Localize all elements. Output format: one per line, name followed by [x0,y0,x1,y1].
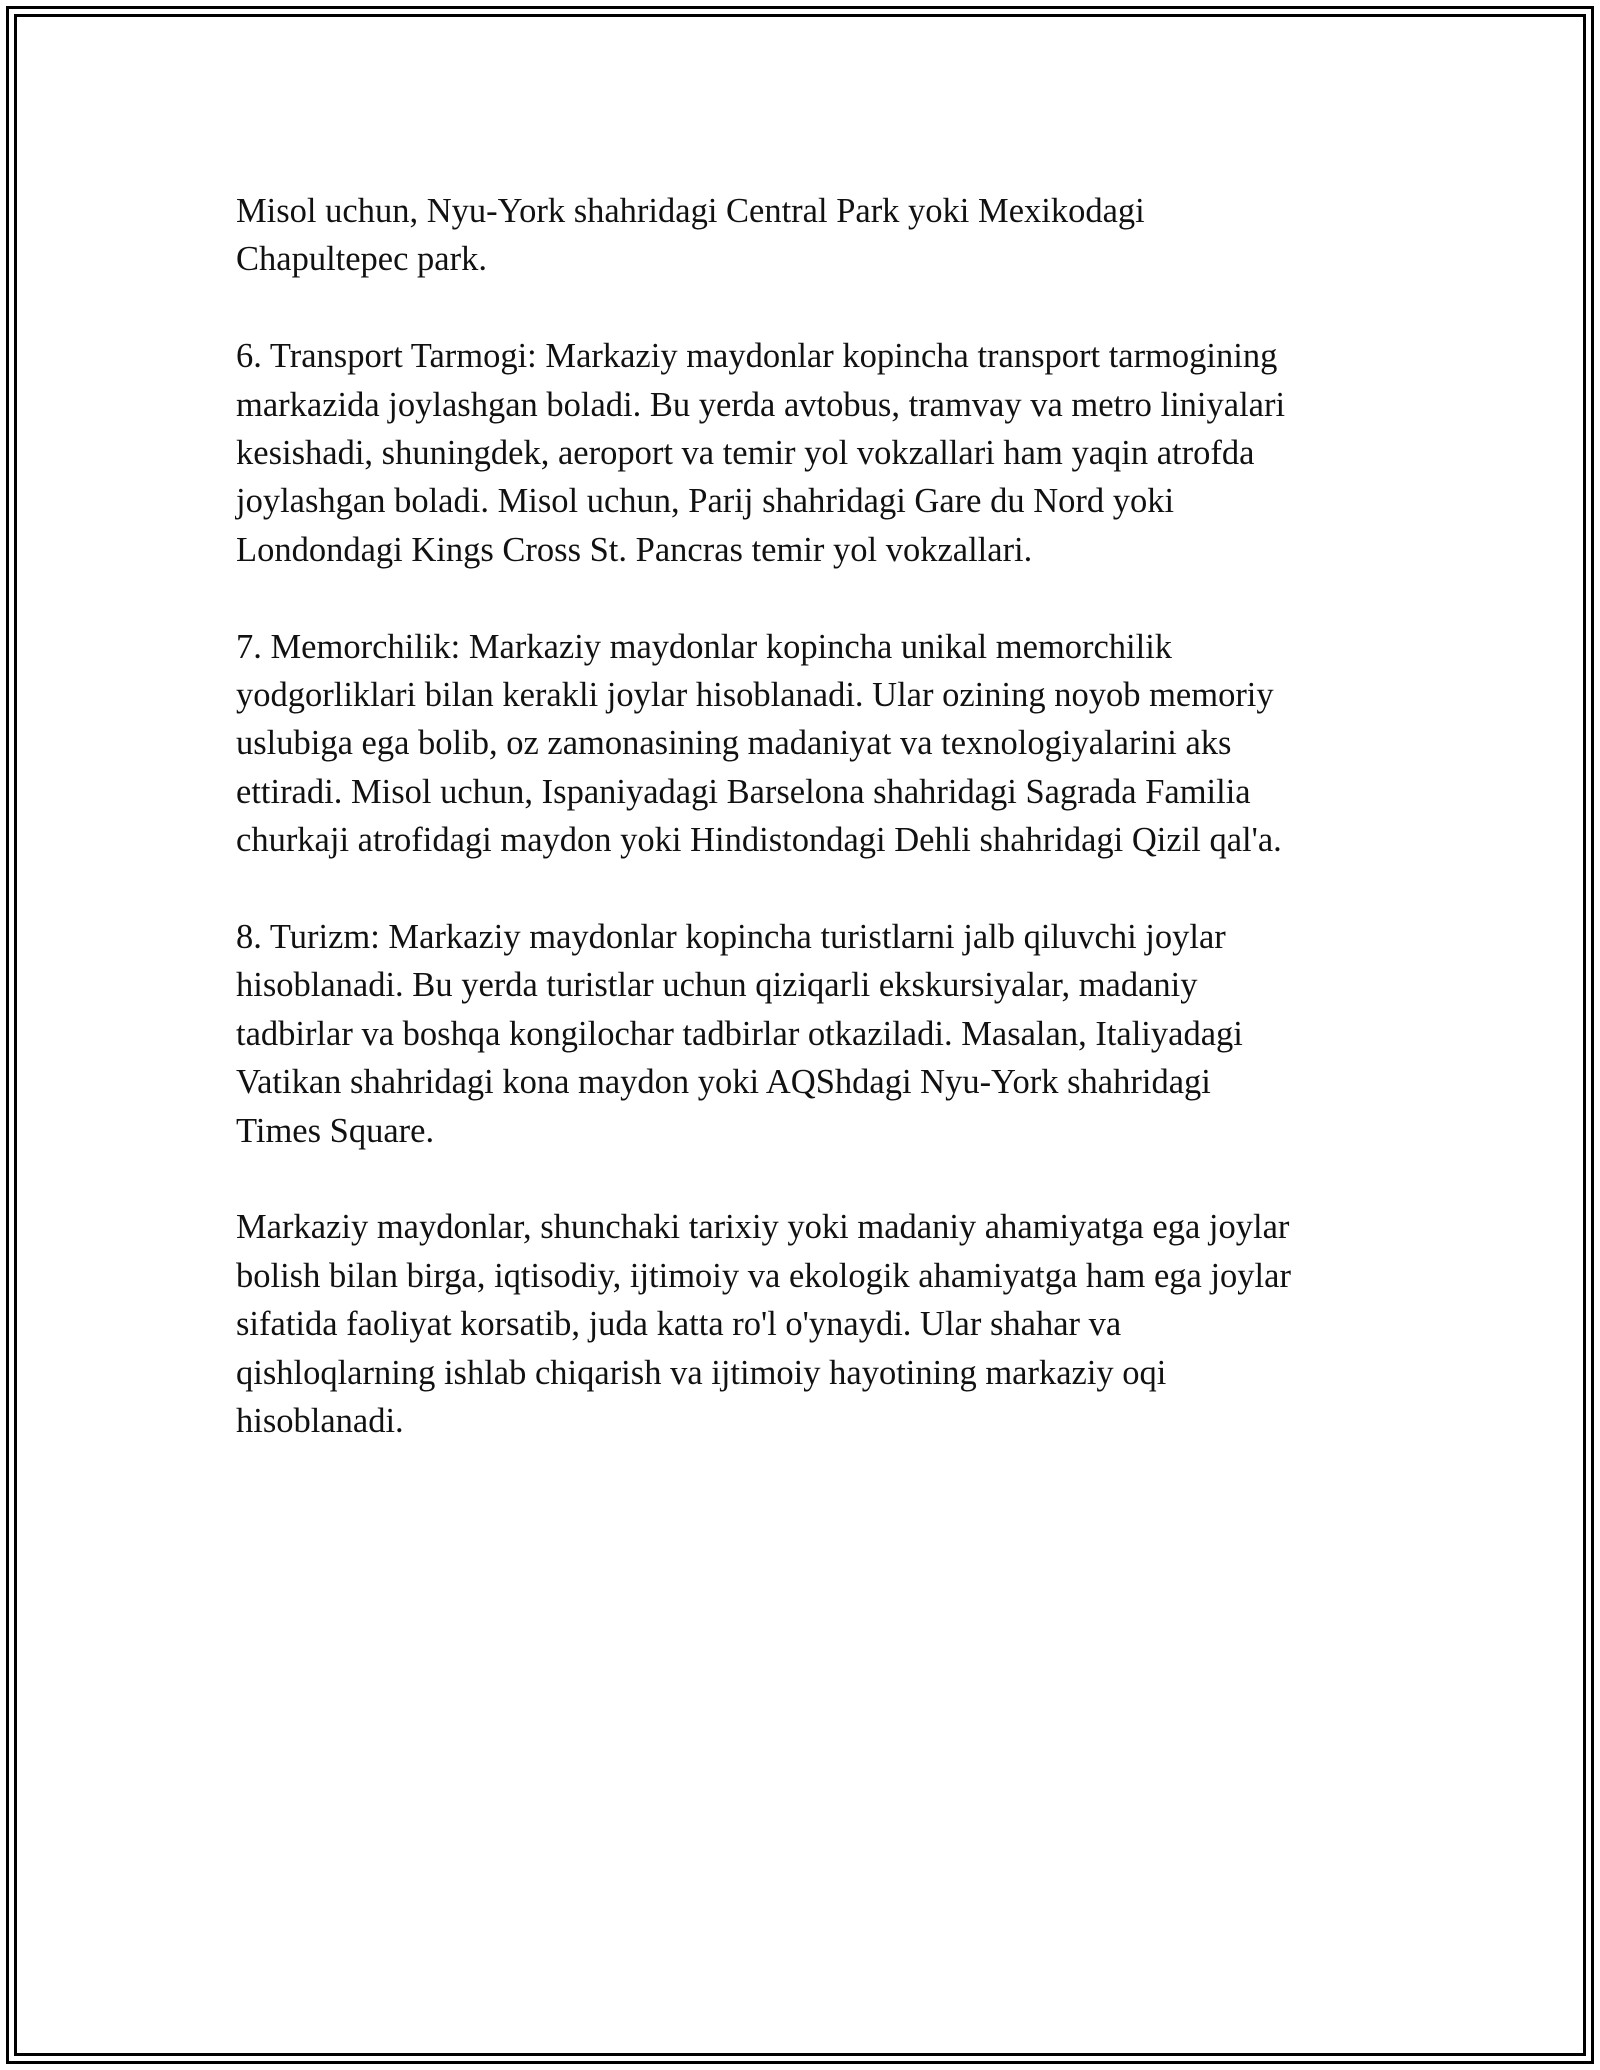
paragraph-architecture: 7. Memorchilik: Markaziy maydonlar kopincha unikal memorchilik yodgorliklari bilan kerakli joylar hisoblanadi. Ular ozining noyob memoriy uslubiga ega bolib, oz zamonasining madaniyat va texnologiyalarini aks ettiradi. Misol uchun, Ispaniyadagi Barselona shahridagi Sagrada Familia churkaji atrofidagi maydon yoki Hindistondagi Dehli shahridagi Qizil qal'a. [236,627,1282,860]
paragraph-intro-example: Misol uchun, Nyu-York shahridagi Central Park yoki Mexikodagi Chapultepec park. [236,192,1145,279]
paragraph-conclusion: Markaziy maydonlar, shunchaki tarixiy yoki madaniy ahamiyatga ega joylar bolish bilan birga, iqtisodiy, ijtimoiy va ekologik ahamiyatga ham ega joylar sifatida faoliyat korsatib, juda katta ro'l o'ynaydi. Ular shahar va qishloqlarning ishlab chiqarish va ijtimoiy hayotining markaziy oqi hisoblanadi. [236,1208,1291,1441]
paragraph-transport-network: 6. Transport Tarmogi: Markaziy maydonlar kopincha transport tarmogining markazida joylashgan boladi. Bu yerda avtobus, tramvay va metro liniyalari kesishadi, shuningdek, aeroport va temir yol vokzallari ham yaqin atrofda joylashgan boladi. Misol uchun, Parij shahridagi Gare du Nord yoki Londondagi Kings Cross St. Pancras temir yol vokzallari. [236,337,1286,569]
paragraph-tourism: 8. Turizm: Markaziy maydonlar kopincha turistlarni jalb qiluvchi joylar hisoblanadi. Bu yerda turistlar uchun qiziqarli ekskursiyalar, madaniy tadbirlar va boshqa kongilochar tadbirlar otkaziladi. Masalan, Italiyadagi Vatikan shahridagi kona maydon yoki AQShdagi Nyu-York shahridagi Times Square. [236,918,1243,1150]
document-body [236,187,1396,1446]
